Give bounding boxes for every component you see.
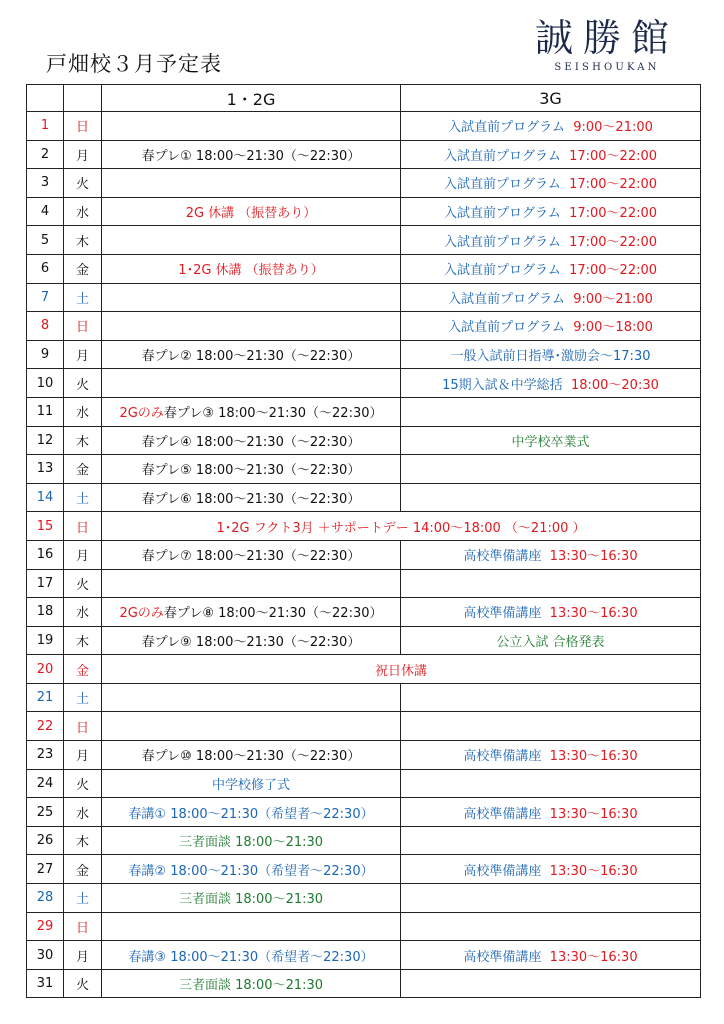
grade-1-2-cell: 春プレ① 18:00～21:30（～22:30） (102, 140, 401, 169)
spacer (565, 320, 573, 335)
header-row (27, 85, 701, 112)
header-weekday (64, 85, 102, 112)
table-row (27, 283, 701, 312)
table-row (27, 112, 701, 141)
event-time: 17:00～22:00 (569, 263, 658, 279)
grade-3-cell (401, 197, 701, 226)
day-cell: 6 (27, 254, 64, 283)
event-text: 入試直前プログラム (448, 120, 565, 136)
event-time: 13:30～16:30 (549, 606, 638, 622)
table-row (27, 512, 701, 541)
grade-1-2-cell: 1･2G 休講 （振替あり） (102, 254, 401, 283)
weekday-cell: 金 (64, 855, 102, 884)
grade-1-2-cell: 2G 休講 （振替あり） (102, 197, 401, 226)
weekday-cell: 木 (64, 426, 102, 455)
event-time: 13:30～16:30 (549, 806, 638, 822)
header-grade-3: 3G (401, 85, 701, 112)
table-row (27, 369, 701, 398)
event-text: 高校準備講座 (463, 549, 542, 565)
table-row (27, 683, 701, 712)
grade-1-2-cell (102, 912, 401, 941)
day-cell: 5 (27, 226, 64, 255)
weekday-cell: 水 (64, 197, 102, 226)
weekday-cell: 日 (64, 312, 102, 341)
table-row (27, 312, 701, 341)
weekday-cell: 月 (64, 941, 102, 970)
event-text: 中学校卒業式 (511, 434, 590, 450)
event-text: 入試直前プログラム (443, 206, 561, 222)
grade-1-2-cell (102, 598, 401, 627)
table-row (27, 941, 701, 970)
day-cell: 14 (27, 483, 64, 512)
weekday-cell: 水 (64, 798, 102, 827)
grade-3-cell (401, 712, 701, 741)
grade-3-cell (401, 254, 701, 283)
grade-1-2-cell: 春プレ⑦ 18:00～21:30（～22:30） (102, 540, 401, 569)
grade-3-cell (401, 969, 701, 998)
grade-note: 2Gのみ (119, 606, 164, 622)
spacer (541, 864, 549, 879)
school-logo (522, 16, 692, 73)
event-time: 13:30～16:30 (549, 863, 638, 879)
grade-3-cell (401, 912, 701, 941)
weekday-cell: 金 (64, 254, 102, 283)
weekday-cell: 土 (64, 683, 102, 712)
grade-1-2-cell (102, 312, 401, 341)
table-row (27, 340, 701, 369)
event-time: 17:00～22:00 (569, 148, 658, 164)
weekday-cell: 月 (64, 140, 102, 169)
weekday-cell: 日 (64, 512, 102, 541)
grade-1-2-cell (102, 569, 401, 598)
day-cell: 8 (27, 312, 64, 341)
weekday-cell: 火 (64, 369, 102, 398)
day-cell: 9 (27, 340, 64, 369)
day-cell: 18 (27, 598, 64, 627)
event-text: 高校準備講座 (463, 949, 542, 965)
grade-3-cell (401, 769, 701, 798)
grade-3-cell (401, 226, 701, 255)
grade-1-2-cell: 春プレ⑤ 18:00～21:30（～22:30） (102, 455, 401, 484)
event-text: 高校準備講座 (463, 806, 542, 822)
day-cell: 29 (27, 912, 64, 941)
day-cell: 22 (27, 712, 64, 741)
weekday-cell: 月 (64, 340, 102, 369)
weekday-cell: 日 (64, 112, 102, 141)
day-cell: 13 (27, 455, 64, 484)
grade-3-cell (401, 683, 701, 712)
table-row (27, 197, 701, 226)
grade-1-2-cell (102, 369, 401, 398)
event-text: 入試直前プログラム (443, 148, 561, 164)
event-text: 高校準備講座 (463, 749, 542, 765)
grade-3-cell (401, 283, 701, 312)
day-cell: 7 (27, 283, 64, 312)
grade-1-2-cell: 春講② 18:00～21:30（希望者～22:30） (102, 855, 401, 884)
grade-1-2-cell (102, 112, 401, 141)
grade-1-2-cell (102, 397, 401, 426)
all-grades-cell: 祝日休講 (102, 655, 701, 684)
grade-3-cell (401, 312, 701, 341)
spacer (561, 206, 569, 221)
grade-3-cell (401, 455, 701, 484)
grade-3-cell (401, 140, 701, 169)
day-cell: 10 (27, 369, 64, 398)
table-row (27, 798, 701, 827)
event-text: 一般入試前日指導･激励会～17:30 (450, 349, 651, 365)
event-text: 公立入試 合格発表 (496, 634, 605, 650)
grade-1-2-cell (102, 683, 401, 712)
spacer (541, 749, 549, 764)
day-cell: 2 (27, 140, 64, 169)
grade-3-cell (401, 340, 701, 369)
grade-3-cell (401, 626, 701, 655)
table-row (27, 969, 701, 998)
grade-3-cell (401, 426, 701, 455)
weekday-cell: 火 (64, 569, 102, 598)
grade-1-2-cell: 春プレ④ 18:00～21:30（～22:30） (102, 426, 401, 455)
grade-1-2-cell: 春プレ⑩ 18:00～21:30（～22:30） (102, 741, 401, 770)
grade-1-2-cell: 中学校修了式 (102, 769, 401, 798)
day-cell: 16 (27, 540, 64, 569)
event-text: 春プレ③ 18:00～21:30（～22:30） (163, 406, 383, 422)
weekday-cell: 土 (64, 483, 102, 512)
all-grades-cell: 1･2G フクト3月 ＋サポートデー 14:00～18:00 （～21:00 ） (102, 512, 701, 541)
weekday-cell: 日 (64, 912, 102, 941)
grade-note: 2Gのみ (119, 406, 164, 422)
grade-1-2-cell (102, 283, 401, 312)
event-text: 高校準備講座 (463, 863, 542, 879)
grade-1-2-cell: 三者面談 18:00～21:30 (102, 826, 401, 855)
grade-1-2-cell: 春プレ⑨ 18:00～21:30（～22:30） (102, 626, 401, 655)
logo-roman: SEISHOUKAN (554, 62, 660, 73)
weekday-cell: 木 (64, 226, 102, 255)
day-cell: 11 (27, 397, 64, 426)
event-text: 入試直前プログラム (443, 234, 561, 250)
day-cell: 1 (27, 112, 64, 141)
weekday-cell: 木 (64, 626, 102, 655)
grade-3-cell (401, 112, 701, 141)
day-cell: 30 (27, 941, 64, 970)
day-cell: 19 (27, 626, 64, 655)
grade-1-2-cell: 春講③ 18:00～21:30（希望者～22:30） (102, 941, 401, 970)
weekday-cell: 金 (64, 655, 102, 684)
spacer (541, 950, 549, 965)
table-row (27, 741, 701, 770)
grade-1-2-cell: 三者面談 18:00～21:30 (102, 969, 401, 998)
grade-1-2-cell: 春講① 18:00～21:30（希望者～22:30） (102, 798, 401, 827)
grade-3-cell (401, 941, 701, 970)
day-cell: 20 (27, 655, 64, 684)
spacer (563, 378, 571, 393)
event-time: 17:00～22:00 (569, 234, 658, 250)
spacer (561, 149, 569, 164)
event-text: 入試直前プログラム (443, 263, 561, 279)
day-cell: 28 (27, 884, 64, 913)
grade-3-cell (401, 169, 701, 198)
weekday-cell: 日 (64, 712, 102, 741)
event-text: 15期入試＆中学総括 (442, 377, 563, 393)
spacer (541, 549, 549, 564)
spacer (565, 292, 573, 307)
event-time: 17:00～22:00 (569, 206, 658, 222)
event-text: 入試直前プログラム (448, 291, 565, 307)
weekday-cell: 金 (64, 455, 102, 484)
grade-3-cell (401, 741, 701, 770)
event-time: 13:30～16:30 (549, 549, 638, 565)
day-cell: 3 (27, 169, 64, 198)
day-cell: 23 (27, 741, 64, 770)
weekday-cell: 火 (64, 169, 102, 198)
grade-3-cell (401, 884, 701, 913)
table-row (27, 140, 701, 169)
weekday-cell: 土 (64, 884, 102, 913)
event-text: 入試直前プログラム (448, 320, 565, 336)
day-cell: 4 (27, 197, 64, 226)
table-row (27, 483, 701, 512)
table-row (27, 884, 701, 913)
event-time: 9:00～21:00 (573, 120, 653, 136)
grade-3-cell (401, 483, 701, 512)
weekday-cell: 月 (64, 540, 102, 569)
schedule-table (26, 84, 701, 998)
weekday-cell: 水 (64, 598, 102, 627)
grade-3-cell (401, 826, 701, 855)
table-row (27, 855, 701, 884)
grade-1-2-cell: 春プレ⑥ 18:00～21:30（～22:30） (102, 483, 401, 512)
grade-3-cell (401, 569, 701, 598)
table-row (27, 569, 701, 598)
table-row (27, 655, 701, 684)
logo-kanji: 誠勝館 (534, 16, 679, 60)
day-cell: 17 (27, 569, 64, 598)
spacer (561, 235, 569, 250)
weekday-cell: 木 (64, 826, 102, 855)
table-row (27, 712, 701, 741)
table-row (27, 769, 701, 798)
table-row (27, 254, 701, 283)
grade-3-cell (401, 369, 701, 398)
grade-1-2-cell: 春プレ② 18:00～21:30（～22:30） (102, 340, 401, 369)
spacer (561, 177, 569, 192)
grade-1-2-cell (102, 169, 401, 198)
table-row (27, 626, 701, 655)
day-cell: 24 (27, 769, 64, 798)
grade-3-cell (401, 540, 701, 569)
table-row (27, 540, 701, 569)
event-text: 高校準備講座 (463, 606, 542, 622)
spacer (541, 606, 549, 621)
grade-3-cell (401, 798, 701, 827)
header-day (27, 85, 64, 112)
day-cell: 21 (27, 683, 64, 712)
grade-3-cell (401, 855, 701, 884)
grade-1-2-cell (102, 712, 401, 741)
event-text: 入試直前プログラム (443, 177, 561, 193)
event-time: 13:30～16:30 (549, 749, 638, 765)
day-cell: 31 (27, 969, 64, 998)
event-time: 9:00～18:00 (573, 320, 653, 336)
header-grade-1-2: 1・2G (102, 85, 401, 112)
table-row (27, 426, 701, 455)
day-cell: 12 (27, 426, 64, 455)
spacer (561, 263, 569, 278)
table-row (27, 455, 701, 484)
table-row (27, 169, 701, 198)
weekday-cell: 火 (64, 769, 102, 798)
event-text: 春プレ⑧ 18:00～21:30（～22:30） (163, 606, 383, 622)
weekday-cell: 水 (64, 397, 102, 426)
spacer (541, 807, 549, 822)
grade-1-2-cell (102, 226, 401, 255)
event-time: 17:00～22:00 (569, 177, 658, 193)
grade-3-cell (401, 397, 701, 426)
day-cell: 25 (27, 798, 64, 827)
weekday-cell: 土 (64, 283, 102, 312)
table-row (27, 226, 701, 255)
event-time: 9:00～21:00 (573, 291, 653, 307)
day-cell: 27 (27, 855, 64, 884)
day-cell: 26 (27, 826, 64, 855)
table-row (27, 826, 701, 855)
day-cell: 15 (27, 512, 64, 541)
weekday-cell: 火 (64, 969, 102, 998)
table-row (27, 397, 701, 426)
event-time: 18:00～20:30 (570, 377, 659, 393)
spacer (565, 120, 573, 135)
weekday-cell: 月 (64, 741, 102, 770)
table-row (27, 598, 701, 627)
event-time: 13:30～16:30 (549, 949, 638, 965)
page-title: 戸畑校３月予定表 (46, 52, 222, 76)
table-row (27, 912, 701, 941)
grade-1-2-cell: 三者面談 18:00～21:30 (102, 884, 401, 913)
grade-3-cell (401, 598, 701, 627)
